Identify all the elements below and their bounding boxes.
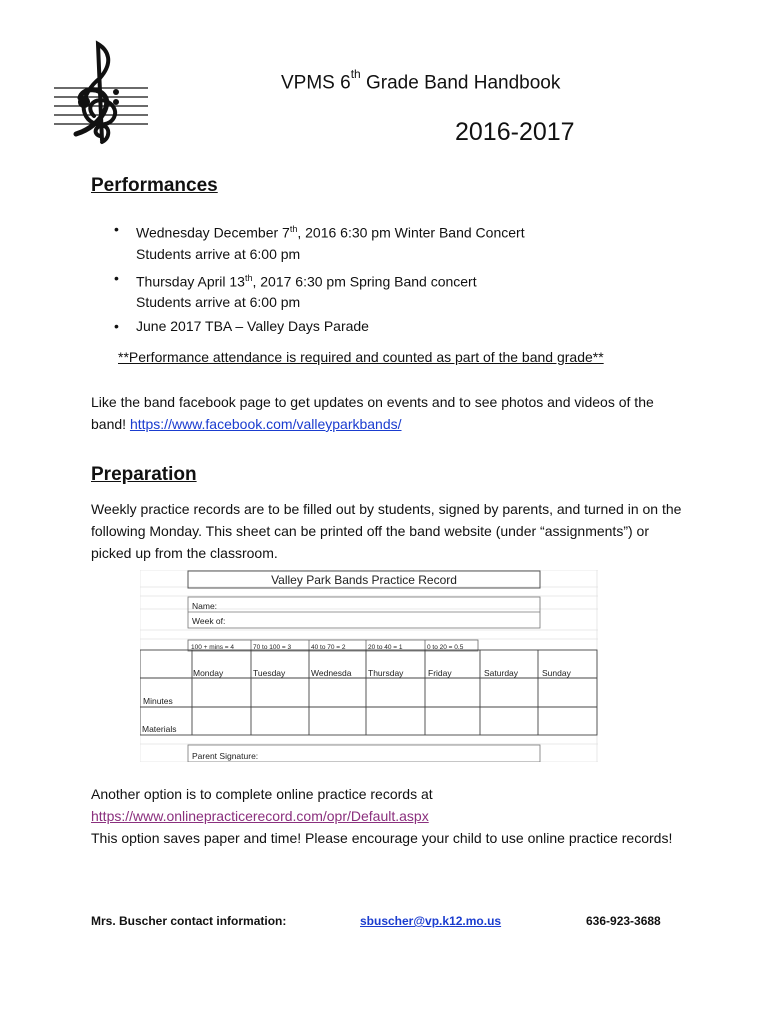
record-day-label: Saturday — [484, 668, 519, 678]
preparation-heading: Preparation — [91, 464, 197, 485]
record-day-label: Friday — [428, 668, 452, 678]
record-scale-label: 0 to 20 = 0.5 — [427, 644, 464, 651]
contact-phone: 636-923-3688 — [586, 914, 661, 928]
record-scale-label: 100 + mins = 4 — [191, 644, 234, 651]
record-title: Valley Park Bands Practice Record — [271, 573, 457, 587]
record-scale-label: 20 to 40 = 1 — [368, 644, 403, 651]
facebook-paragraph: Like the band facebook page to get updates on events and to see photos and videos of the band! https://www.facebook.com/valleyparkbands/ — [91, 394, 654, 432]
contact-label: Mrs. Buscher contact information: — [91, 914, 287, 928]
performances-heading: Performances — [91, 175, 218, 196]
practice-record-form — [140, 570, 598, 762]
record-scale-label: 70 to 100 = 3 — [253, 644, 292, 651]
online-record-link[interactable]: https://www.onlinepracticerecord.com/opr/Default.aspx — [91, 808, 429, 824]
record-day-label: Wednesda — [311, 668, 352, 678]
list-item: • Thursday April 13th, 2017 6:30 pm Spring Band concert Students arrive at 6:00 pm — [112, 268, 525, 314]
record-day-label: Monday — [193, 668, 224, 678]
list-item: • June 2017 TBA – Valley Days Parade — [112, 316, 525, 337]
facebook-link[interactable]: https://www.facebook.com/valleyparkbands/ — [129, 416, 402, 432]
performance-list — [112, 219, 525, 340]
list-item: • Wednesday December 7th, 2016 6:30 pm Winter Band Concert Students arrive at 6:00 pm — [112, 219, 525, 265]
record-row-label: Materials — [142, 724, 177, 734]
record-day-label: Sunday — [542, 668, 571, 678]
record-week-label: Week of: — [192, 616, 226, 626]
record-signature-label: Parent Signature: — [192, 751, 259, 761]
page-title: VPMS 6th Grade Band Handbook — [281, 67, 561, 94]
record-name-label: Name: — [192, 601, 218, 611]
contact-email-link[interactable]: sbuscher@vp.k12.mo.us — [360, 914, 502, 928]
record-row-label: Minutes — [143, 696, 173, 706]
record-scale-label: 40 to 70 = 2 — [311, 644, 346, 651]
attendance-note: **Performance attendance is required and counted as part of the band grade** — [118, 349, 604, 365]
record-day-label: Tuesday — [253, 668, 286, 678]
school-year: 2016-2017 — [455, 118, 575, 146]
clef-logo-icon — [52, 40, 152, 145]
online-paragraph: Another option is to complete online practice records at https://www.onlinepracticerecord.com/opr/Default.aspx This option saves paper and time! Please encourage your child to use online practice records! — [91, 786, 673, 846]
preparation-paragraph: Weekly practice records are to be filled out by students, signed by parents, and turned in on the following Monday. This sheet can be printed off the band website (under “assignments”) or picked up from the classroom. — [91, 501, 682, 561]
record-day-label: Thursday — [368, 668, 404, 678]
